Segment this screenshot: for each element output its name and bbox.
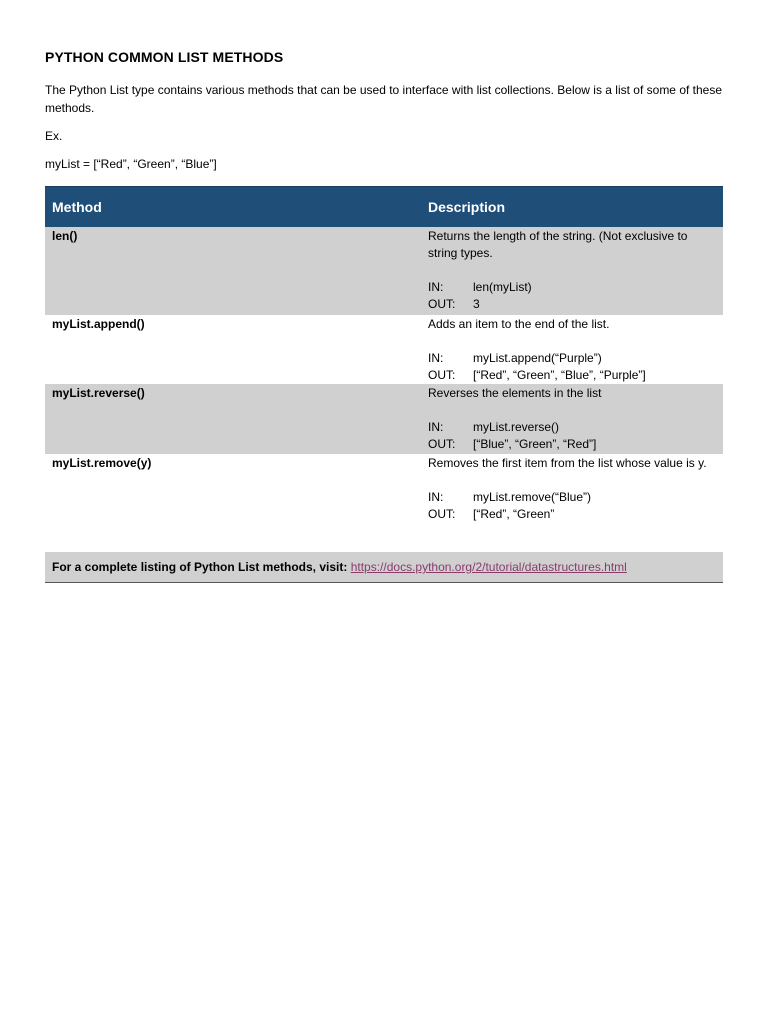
out-label: OUT: <box>428 368 456 382</box>
table-row <box>45 384 723 454</box>
method-description-cell <box>428 228 718 313</box>
out-label: OUT: <box>428 437 456 451</box>
docs-link[interactable]: https://docs.python.org/2/tutorial/datastructures.html <box>350 560 627 574</box>
in-value: myList.append(“Purple”) <box>473 351 602 365</box>
method-description: Removes the first item from the list whose value is y. <box>428 456 707 470</box>
out-line <box>428 506 718 523</box>
method-description-cell <box>428 316 718 384</box>
example-label: Ex. <box>45 129 63 143</box>
out-value: [“Red”, “Green” <box>473 507 555 521</box>
in-line <box>428 489 718 506</box>
header-method: Method <box>52 199 102 215</box>
out-line <box>428 296 718 313</box>
method-name: len() <box>52 229 78 243</box>
table-row <box>45 315 723 384</box>
method-name: myList.append() <box>52 317 145 331</box>
method-description: Adds an item to the end of the list. <box>428 317 610 331</box>
table-row <box>45 454 723 542</box>
out-label: OUT: <box>428 507 456 521</box>
table-header <box>45 186 723 227</box>
table-row <box>45 227 723 315</box>
footer-text-line <box>52 560 627 574</box>
in-label: IN: <box>428 490 444 504</box>
out-line <box>428 367 718 384</box>
page-title: PYTHON COMMON LIST METHODS <box>45 49 284 65</box>
method-description: Reverses the elements in the list <box>428 386 602 400</box>
in-line <box>428 279 718 296</box>
out-value: [“Blue”, “Green”, “Red”] <box>473 437 597 451</box>
out-value: [“Red”, “Green”, “Blue”, “Purple”] <box>473 368 646 382</box>
example-code: myList = [“Red”, “Green”, “Blue”] <box>45 157 217 171</box>
out-label: OUT: <box>428 297 456 311</box>
method-name: myList.remove(y) <box>52 456 152 470</box>
out-value: 3 <box>473 297 480 311</box>
in-value: len(myList) <box>473 280 532 294</box>
in-label: IN: <box>428 280 444 294</box>
table-footer <box>45 552 723 583</box>
intro-paragraph: The Python List type contains various methods that can be used to interface with list collections. Below is a list of some of these methods. <box>45 83 723 115</box>
method-description-cell <box>428 385 718 453</box>
in-value: myList.remove(“Blue”) <box>473 490 592 504</box>
out-line <box>428 436 718 453</box>
footer-text: For a complete listing of Python List methods, visit: <box>52 560 348 574</box>
in-label: IN: <box>428 351 444 365</box>
in-value: myList.reverse() <box>473 420 560 434</box>
method-description-cell <box>428 455 718 523</box>
methods-table <box>45 186 723 583</box>
header-description: Description <box>428 199 506 215</box>
in-line <box>428 419 718 436</box>
in-label: IN: <box>428 420 444 434</box>
method-name: myList.reverse() <box>52 386 145 400</box>
method-description: Returns the length of the string. (Not exclusive to string types. <box>428 229 688 260</box>
in-line <box>428 350 718 367</box>
